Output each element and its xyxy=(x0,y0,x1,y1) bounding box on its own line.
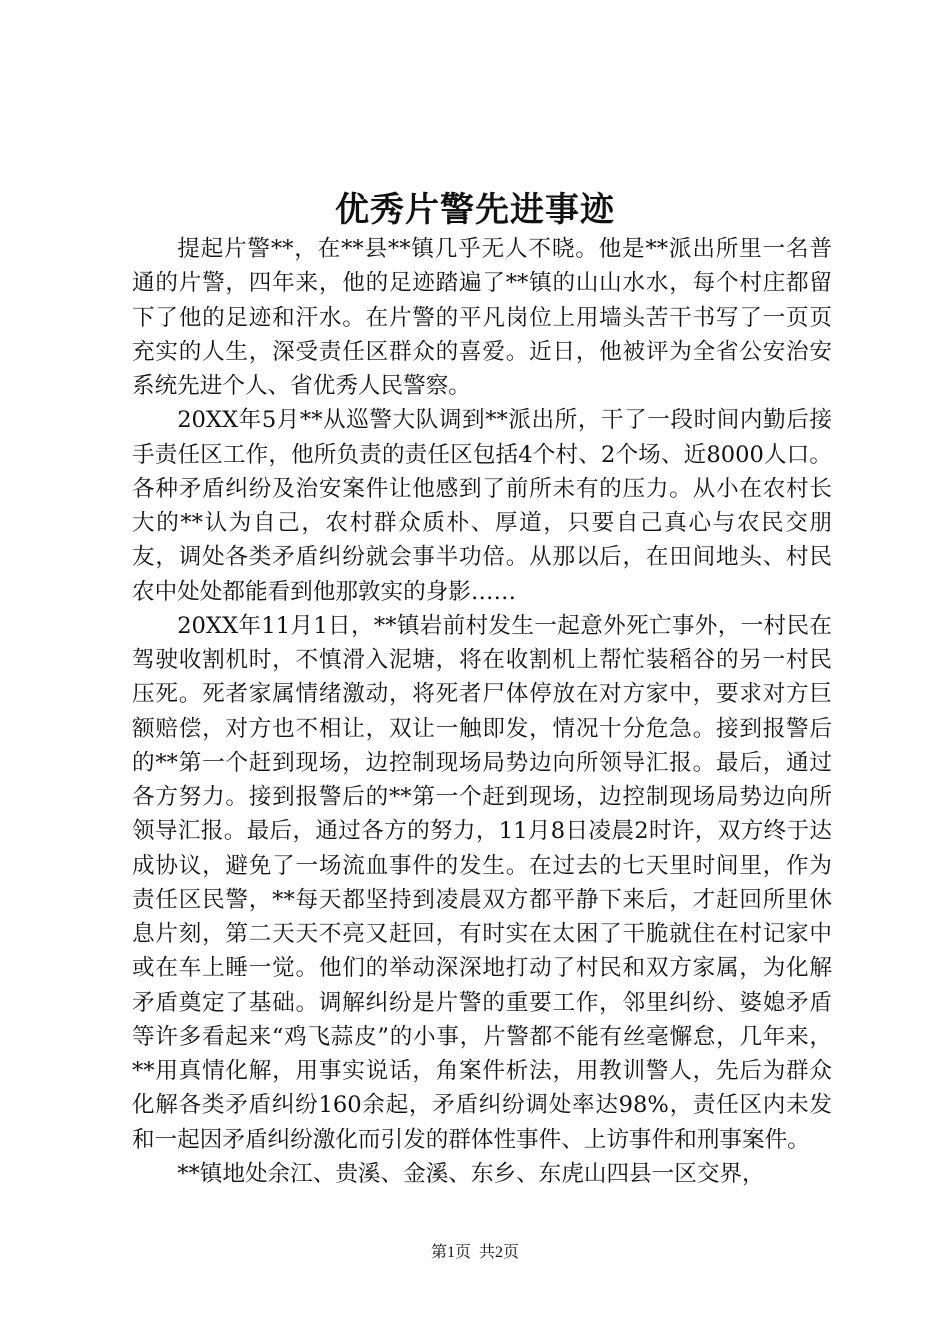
paragraph-1: 提起片警**，在**县**镇几乎无人不晓。他是**派出所里一名普通的片警，四年来，他的足迹踏遍了**镇的山山水水，每个村庄都留下了他的足迹和汗水。在片警的平凡岗位上用墙头苦干书写了一页页充实的人生，深受责任区群众的喜爱。近日，他被评为全省公安治安系统先进个人、省优秀人民警察。 xyxy=(132,236,832,399)
paragraph-4: **镇地处余江、贵溪、金溪、东乡、东虎山四县一区交界， xyxy=(177,1160,765,1187)
paragraph-3: 20XX年11月1日，**镇岩前村发生一起意外死亡事外，一村民在驾驶收割机时，不慎滑入泥塘，将在收割机上帮忙装稻谷的另一村民压死。死者家属情绪激动，将死者尸体停放在对方家中，要求对方巨额赔偿，对方也不相让，双让一触即发，情况十分危急。接到报警后的**第一个赶到现场，边控制现场局势边向所领导汇报。最后，通过各方努力。接到报警后的**第一个赶到现场，边控制现场局势边向所领导汇报。最后，通过各方的努力，11月8日凌晨2时许，双方终于达成协议，避免了一场流血事件的发生。在过去的七天里时间里，作为责任区民警，**每天都坚持到凌晨双方都平静下来后，才赶回所里休息片刻，第二天天不亮又赶回，有时实在太困了干脆就住在村记家中或在车上睡一觉。他们的举动深深地打动了村民和双方家属，为化解矛盾奠定了基础。调解纠纷是片警的重要工作，邻里纠纷、婆媳矛盾等许多看起来“鸡飞蒜皮”的小事，片警都不能有丝毫懈怠，几年来，**用真情化解，用事实说话，角案件析法，用教训警人，先后为群众化解各类矛盾纠纷160余起，矛盾纠纷调处率达98%，责任区内未发和一起因矛盾纠纷激化而引发的群体性事件、上访事件和刑事案件。 xyxy=(132,612,832,1153)
page-number-total: 共2页 xyxy=(479,1244,520,1261)
document-body xyxy=(132,232,832,1191)
page-footer xyxy=(0,1241,950,1265)
document-title: 优秀片警先进事迹 xyxy=(335,190,615,230)
paragraph-2: 20XX年5月**从巡警大队调到**派出所，干了一段时间内勤后接手责任区工作，他所负责的责任区包括4个村、2个场、近8000人口。各种矛盾纠纷及治安案件让他感到了前所未有的压力。从小在农村长大的**认为自己，农村群众质朴、厚道，只要自己真心与农民交朋友，调处各类矛盾纠纷就会事半功倍。从那以后，在田间地头、村民农中处处都能看到他那敦实的身影…… xyxy=(132,407,832,605)
page-number-current: 第1页 xyxy=(430,1244,471,1261)
